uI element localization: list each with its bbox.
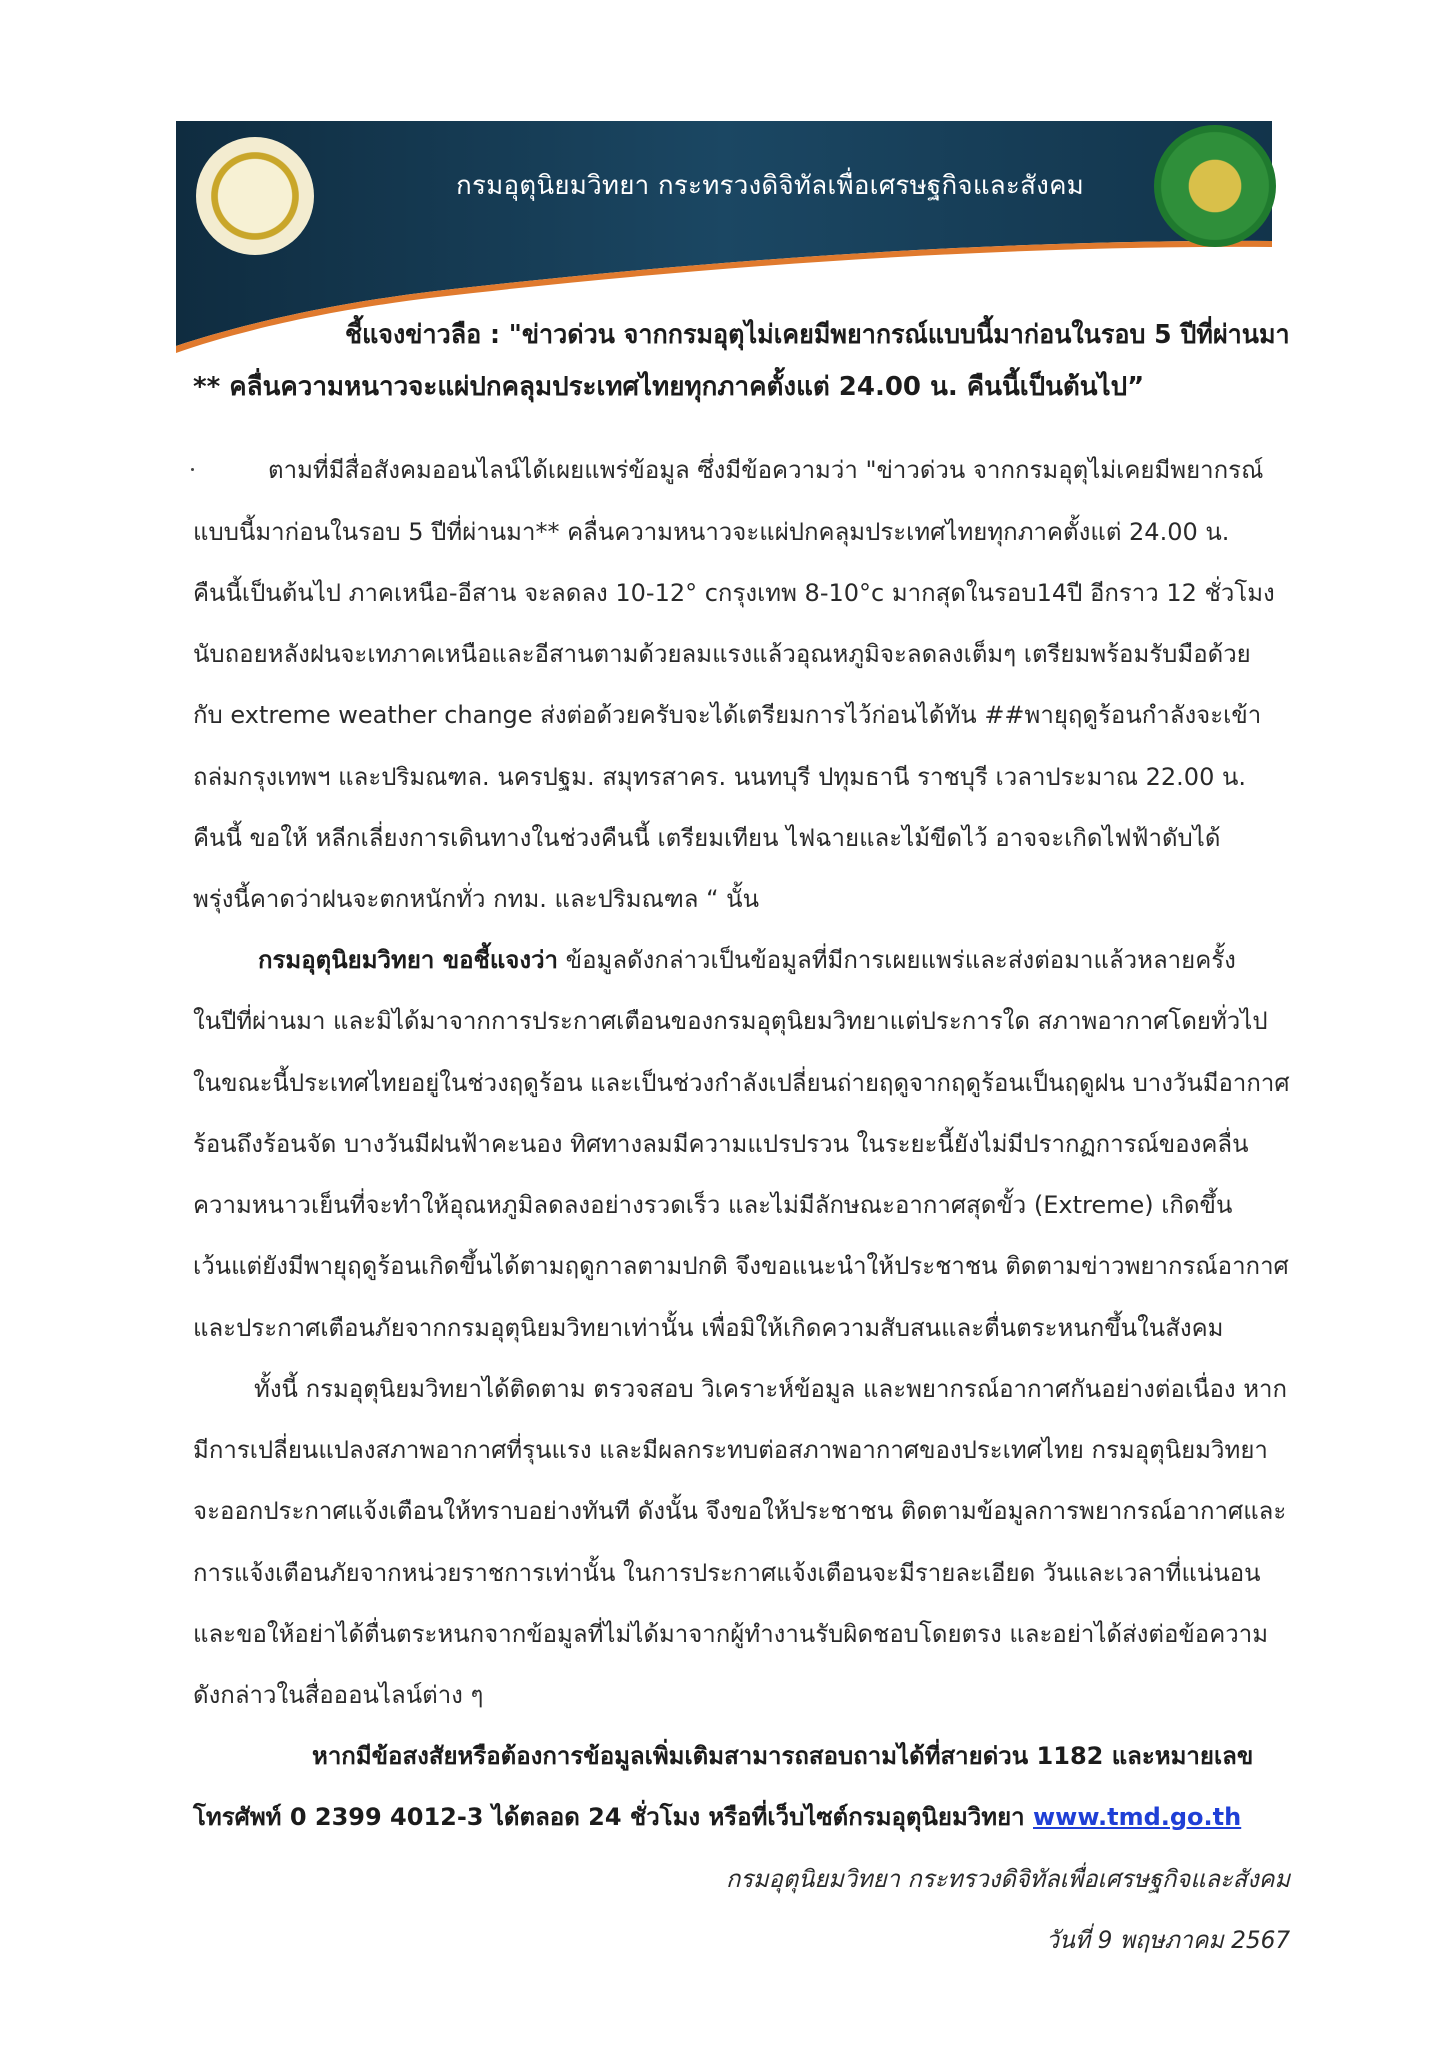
contact-phone-text: โทรศัพท์ 0 2399 4012-3 ได้ตลอด 24 ชั่วโมง หรือที่เว็บไซต์กรมอุตุนิยมวิทยา (193, 1803, 1033, 1831)
paragraph-3-line: ดังกล่าวในสื่อออนไลน์ต่าง ๆ (193, 1681, 484, 1709)
paragraph-1-line: แบบนี้มาก่อนในรอบ 5 ปีที่ผ่านมา** คลื่นความหนาวจะแผ่ปกคลุมประเทศไทยทุกภาคตั้งแต่ 24.00 น. (193, 518, 1230, 546)
paragraph-3-line: การแจ้งเตือนภัยจากหน่วยราชการเท่านั้น ในการประกาศแจ้งเตือนจะมีรายละเอียด วันและเวลาที่แน่นอน (193, 1559, 1261, 1587)
paragraph-3-line: ทั้งนี้ กรมอุตุนิยมวิทยาได้ติดตาม ตรวจสอบ วิเคราะห์ข้อมูล และพยากรณ์อากาศกันอย่างต่อเนื่อง หาก (254, 1375, 1288, 1403)
header-banner (176, 121, 1272, 353)
paragraph-1-line: นับถอยหลังฝนจะเทภาคเหนือและอีสานตามด้วยลมแรงแล้วอุณหภูมิจะลดลงเต็มๆ เตรียมพร้อมรับมือด้วย (193, 640, 1251, 668)
contact-line-2 (193, 1805, 1241, 1829)
paragraph-2-lead-bold: กรมอุตุนิยมวิทยา ขอชี้แจงว่า (258, 946, 559, 974)
tmd-website-link[interactable]: www.tmd.go.th (1033, 1803, 1242, 1831)
paragraph-2-line: เว้นแต่ยังมีพายุฤดูร้อนเกิดขึ้นได้ตามฤดูกาลตามปกติ จึงขอแนะนำให้ประชาชน ติดตามข่าวพยากรณ์อากาศ (193, 1252, 1289, 1280)
bullet-dot (191, 468, 194, 471)
signature-org: กรมอุตุนิยมวิทยา กระทรวงดิจิทัลเพื่อเศรษฐกิจและสังคม (725, 1865, 1290, 1893)
paragraph-1-line: พรุ่งนี้คาดว่าฝนจะตกหนักทั่ว กทม. และปริมณฑล “ นั้น (193, 885, 759, 913)
signature-date: วันที่ 9 พฤษภาคม 2567 (1045, 1926, 1290, 1954)
tmd-seal-icon (1154, 125, 1276, 247)
paragraph-3-line: จะออกประกาศแจ้งเตือนให้ทราบอย่างทันที ดังนั้น จึงขอให้ประชาชน ติดตามข้อมูลการพยากรณ์อากาศและ (193, 1497, 1287, 1525)
paragraph-2-lead-rest: ข้อมูลดังกล่าวเป็นข้อมูลที่มีการเผยแพร่และส่งต่อมาแล้วหลายครั้ง (558, 946, 1236, 974)
paragraph-1-line: คืนนี้เป็นต้นไป ภาคเหนือ-อีสาน จะลดลง 10-12° cกรุงเทพ 8-10°c มากสุดในรอบ14ปี อีกราว 12 ชั่วโมง (193, 579, 1275, 607)
paragraph-1-line: คืนนี้ ขอให้ หลีกเลี่ยงการเดินทางในช่วงคืนนี้ เตรียมเทียน ไฟฉายและไม้ขีดไว้ อาจจะเกิดไฟฟ้าดับได้ (193, 824, 1221, 852)
paragraph-3-line: และขอให้อย่าได้ตื่นตระหนกจากข้อมูลที่ไม่ได้มาจากผู้ทำงานรับผิดชอบโดยตรง และอย่าได้ส่งต่อข้อความ (193, 1620, 1269, 1648)
paragraph-3-line: มีการเปลี่ยนแปลงสภาพอากาศที่รุนแรง และมีผลกระทบต่อสภาพอากาศของประเทศไทย กรมอุตุนิยมวิทยา (193, 1436, 1268, 1464)
page-header-title: กรมอุตุนิยมวิทยา กระทรวงดิจิทัลเพื่อเศรษฐกิจและสังคม (456, 171, 1084, 201)
paragraph-2-line: ความหนาวเย็นที่จะทำให้อุณหภูมิลดลงอย่างรวดเร็ว และไม่มีลักษณะอากาศสุดขั้ว (Extreme) เกิดขึ้น (193, 1191, 1233, 1219)
contact-line-1: หากมีข้อสงสัยหรือต้องการข้อมูลเพิ่มเติมสามารถสอบถามได้ที่สายด่วน 1182 และหมายเลข (312, 1742, 1254, 1770)
paragraph-2-line: ในขณะนี้ประเทศไทยอยู่ในช่วงฤดูร้อน และเป็นช่วงกำลังเปลี่ยนถ่ายฤดูจากฤดูร้อนเป็นฤดูฝน บางวันมีอากาศ (193, 1069, 1290, 1097)
paragraph-1-line: กับ extreme weather change ส่งต่อด้วยครับจะได้เตรียมการไว้ก่อนได้ทัน ##พายุฤดูร้อนกำลังจะเข้า (193, 701, 1262, 729)
headline-line-2: ** คลื่นความหนาวจะแผ่ปกคลุมประเทศไทยทุกภาคตั้งแต่ 24.00 น. คืนนี้เป็นต้นไป” (193, 372, 1145, 402)
paragraph-2-line: ในปีที่ผ่านมา และมิได้มาจากการประกาศเตือนของกรมอุตุนิยมวิทยาแต่ประการใด สภาพอากาศโดยทั่วไป (193, 1007, 1268, 1035)
ministry-seal-icon (196, 137, 314, 255)
paragraph-1-line: ตามที่มีสื่อสังคมออนไลน์ได้เผยแพร่ข้อมูล ซึ่งมีข้อความว่า "ข่าวด่วน จากกรมอุตุไม่เคยมีพยากรณ์ (268, 456, 1264, 484)
paragraph-1-line: ถล่มกรุงเทพฯ และปริมณฑล. นครปฐม. สมุทรสาคร. นนทบุรี ปทุมธานี ราชบุรี เวลาประมาณ 22.00 น. (193, 763, 1246, 791)
banner-background (176, 121, 1272, 353)
paragraph-2-lead (258, 948, 1236, 972)
paragraph-2-line: และประกาศเตือนภัยจากกรมอุตุนิยมวิทยาเท่านั้น เพื่อมิให้เกิดความสับสนและตื่นตระหนกขึ้นในสังคม (193, 1314, 1224, 1342)
headline-line-1: ชี้แจงข่าวลือ : "ข่าวด่วน จากกรมอุตุไม่เคยมีพยากรณ์แบบนี้มาก่อนในรอบ 5 ปีที่ผ่านมา (345, 320, 1290, 350)
paragraph-2-line: ร้อนถึงร้อนจัด บางวันมีฝนฟ้าคะนอง ทิศทางลมมีความแปรปรวน ในระยะนี้ยังไม่มีปรากฏการณ์ของคลื่น (193, 1130, 1249, 1158)
